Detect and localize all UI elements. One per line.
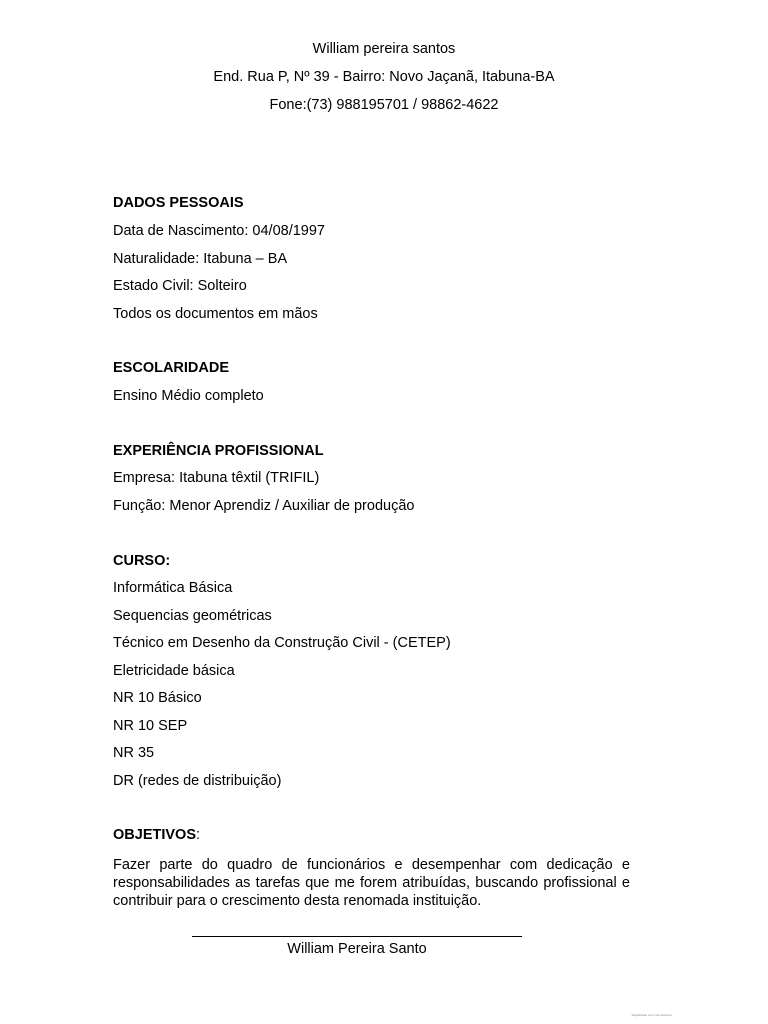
objetivos-paragraph: Fazer parte do quadro de funcionários e desempenhar com dedicação e responsabilidades as tarefas que me forem atribuídas, buscando profissional e contribuir para o crescimento desta renomada instituição. (113, 857, 630, 909)
dados-pessoais-item: Todos os documentos em mãos (113, 306, 318, 322)
curso-item: Informática Básica (113, 580, 233, 596)
curso-item: DR (redes de distribuição) (113, 773, 282, 789)
scanner-watermark: Digitalizado com CamScanner (631, 1013, 672, 1017)
curso-item: Eletricidade básica (113, 663, 235, 679)
curso-item: NR 35 (113, 745, 155, 761)
curso-item: Sequencias geométricas (113, 608, 272, 624)
signature-name: William Pereira Santo (287, 941, 427, 957)
section-title-objetivos (113, 826, 200, 844)
objetivos-title-colon: : (196, 827, 201, 843)
dados-pessoais-item: Data de Nascimento: 04/08/1997 (113, 223, 325, 239)
section-title-curso: CURSO: (113, 553, 171, 569)
header-name: William pereira santos (312, 41, 456, 57)
curso-item: Técnico em Desenho da Construção Civil - (CETEP) (113, 635, 451, 651)
header-phone: Fone:(73) 988195701 / 98862-4622 (269, 97, 499, 113)
section-title-experiencia: EXPERIÊNCIA PROFISSIONAL (113, 443, 324, 459)
escolaridade-item: Ensino Médio completo (113, 388, 264, 404)
dados-pessoais-item: Naturalidade: Itabuna – BA (113, 251, 288, 267)
dados-pessoais-item: Estado Civil: Solteiro (113, 278, 247, 294)
experiencia-item: Empresa: Itabuna têxtil (TRIFIL) (113, 470, 320, 486)
signature-line (192, 936, 522, 937)
section-title-dados-pessoais: DADOS PESSOAIS (113, 195, 244, 211)
objetivos-title-text: OBJETIVOS (113, 827, 196, 843)
experiencia-item: Função: Menor Aprendiz / Auxiliar de produção (113, 498, 415, 514)
header-address: End. Rua P, Nº 39 - Bairro: Novo Jaçanã, Itabuna-BA (213, 69, 555, 85)
section-title-escolaridade: ESCOLARIDADE (113, 360, 230, 376)
curso-item: NR 10 SEP (113, 718, 188, 734)
curso-item: NR 10 Básico (113, 690, 202, 706)
